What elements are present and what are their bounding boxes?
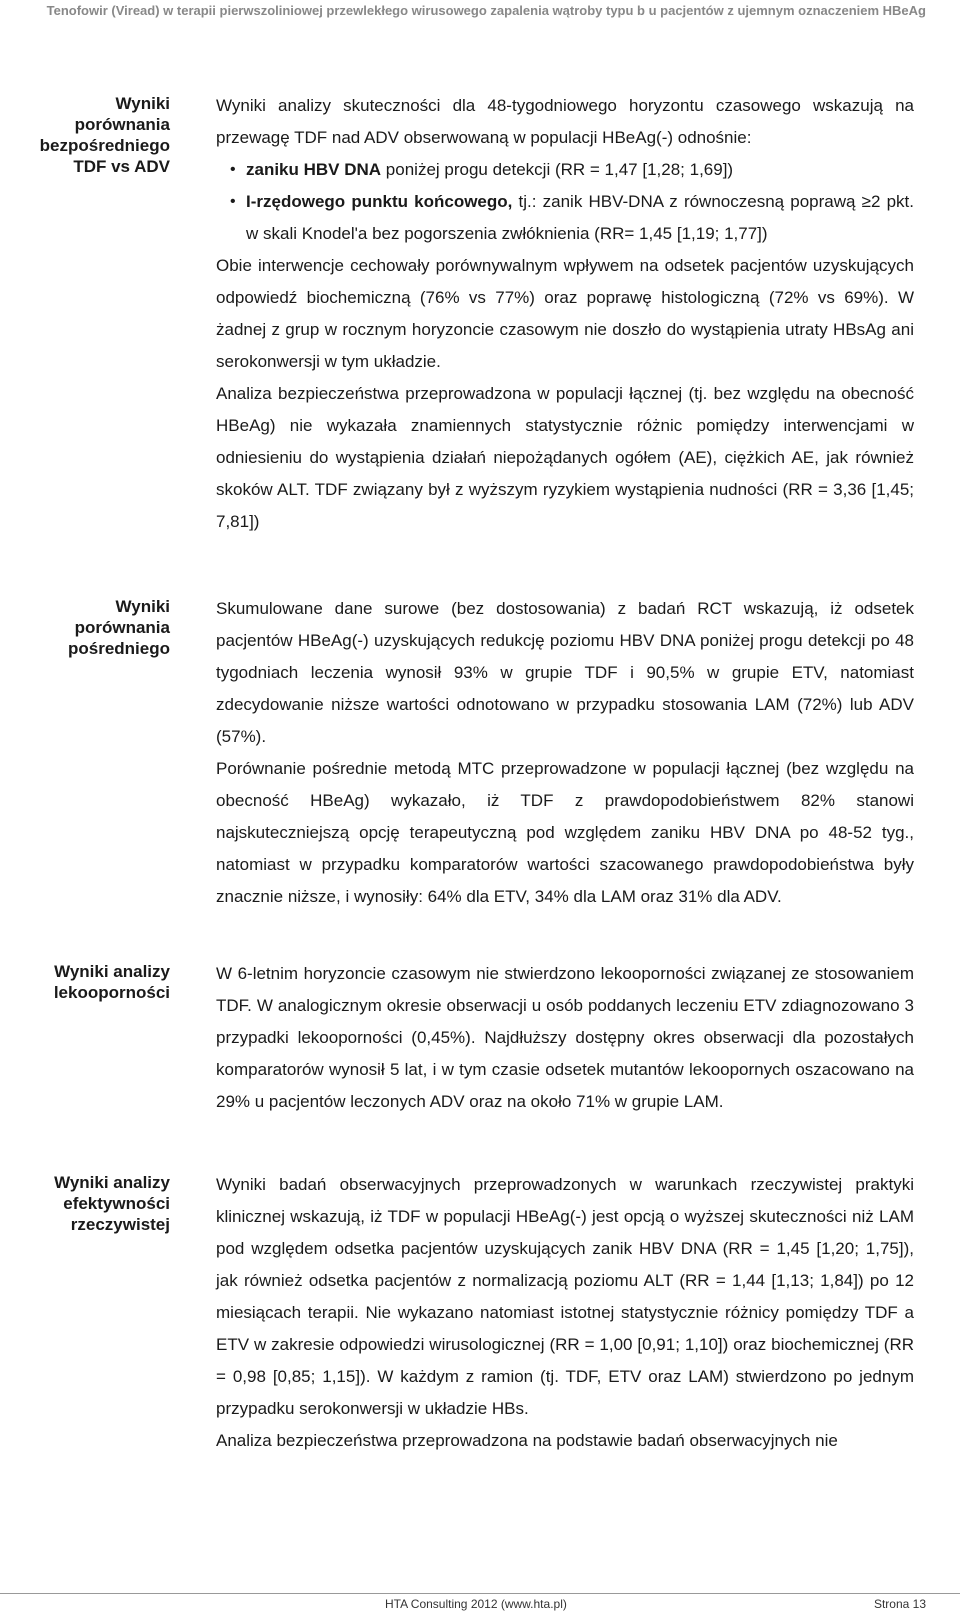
footer-company: HTA Consulting 2012 (www.hta.pl)	[385, 1597, 567, 1611]
running-header: Tenofowir (Viread) w terapii pierwszoliniowej przewlekłego wirusowego zapalenia wątroby typu b u pacjentów z ujemnym oznaczeniem HBeAg	[46, 3, 926, 18]
paragraph: Skumulowane dane surowe (bez dostosowania) z badań RCT wskazują, iż odsetek pacjentów HBeAg(-) uzyskujących redukcję poziomu HBV DNA poniżej progu detekcji po 48 tygodniach leczenia wynosił 93% w grupie TDF i 90,5% w grupie ETV, natomiast zdecydowanie niższe wartości odnotowano w przypadku stosowania LAM (72%) lub ADV (57%).	[216, 599, 914, 746]
paragraph: Wyniki badań obserwacyjnych przeprowadzonych w warunkach rzeczywistej praktyki klinicznej wskazują, iż TDF w populacji HBeAg(-) jest opcją o wyższej skuteczności niż LAM pod względem odsetka pacjentów uzyskujących zanik HBV DNA (RR = 1,45 [1,20; 1,75]), jak również odsetka pacjentów z normalizacją poziomu ALT (RR = 1,44 [1,13; 1,84]) po 12 miesiącach terapii. Nie wykazano natomiast istotnej statystycznie różnicy pomiędzy TDF a ETV w zakresie odpowiedzi wirusologicznej (RR = 1,00 [0,91; 1,10]) oraz biochemicznej (RR = 0,98 [0,85; 1,15]). W każdym z ramion (tj. TDF, ETV oraz LAM) stwierdzono po jednym przypadku serokonwersji w układzie HBs.	[216, 1175, 914, 1418]
bullet-text: tj.: zanik HBV-DNA z równoczesną poprawą ≥2 pkt. w skali Knodel'a bez pogorszenia zwłóknienia (RR= 1,45 [1,19; 1,77])	[246, 192, 914, 243]
bullet-list	[216, 154, 914, 250]
paragraph-intro: Wyniki analizy skuteczności dla 48-tygodniowego horyzontu czasowego wskazują na przewagę TDF nad ADV obserwowaną w populacji HBeAg(-) odnośnie:	[216, 96, 914, 147]
bullet-item	[216, 186, 914, 250]
side-label-line: Wyniki analizy	[54, 962, 170, 981]
side-label-line: Wyniki analizy	[54, 1173, 170, 1192]
side-label-line: porównania	[74, 618, 170, 637]
footer-divider	[0, 1593, 960, 1594]
side-label-line: lekooporności	[53, 983, 170, 1002]
side-label-indirect	[14, 596, 170, 659]
section-body	[216, 90, 914, 538]
side-label-line: Wyniki	[115, 597, 170, 616]
paragraph: Obie interwencje cechowały porównywalnym wpływem na odsetek pacjentów uzyskujących odpowiedź biochemiczną (76% vs 77%) oraz poprawę histologiczną (72% vs 69%). W żadnej z grup w rocznym horyzoncie czasowym nie doszło do wystąpienia utraty HBsAg ani serokonwersji w tym układzie.	[216, 256, 914, 371]
bullet-bold-text: zaniku HBV DNA	[246, 160, 382, 179]
side-label-line: pośredniego	[67, 639, 170, 658]
side-label-line: efektywności	[63, 1194, 170, 1213]
side-label-resistance	[14, 961, 170, 1003]
bullet-text: poniżej progu detekcji (RR = 1,47 [1,28; 1,69])	[381, 160, 734, 179]
paragraph: W 6-letnim horyzoncie czasowym nie stwierdzono lekooporności związanej ze stosowaniem TDF. W analogicznym okresie obserwacji u osób poddanych leczeniu ETV zdiagnozowano 3 przypadki lekooporności (0,45%). Najdłuższy dostępny okres obserwacji dla pozostałych komparatorów wynosił 5 lat, i w tym czasie odsetek mutantów lekoopornych oszacowano na 29% u pacjentów leczonych ADV oraz na około 71% w grupie LAM.	[216, 964, 914, 1111]
bullet-bold-text: I-rzędowego punktu końcowego,	[246, 192, 513, 211]
footer-page-number: Strona 13	[873, 1597, 926, 1611]
side-label-line: porównania	[74, 115, 170, 134]
side-label-line: rzeczywistej	[70, 1215, 170, 1234]
section-body	[216, 958, 914, 1118]
side-label-line: TDF vs ADV	[73, 157, 170, 176]
paragraph: Analiza bezpieczeństwa przeprowadzona w populacji łącznej (tj. bez względu na obecność HBeAg) nie wykazała znamiennych statystycznie różnic pomiędzy interwencjami w odniesieniu do wystąpienia działań niepożądanych ogółem (AE), ciężkich AE, jak również skoków ALT. TDF związany był z wyższym ryzykiem wystąpienia nudności (RR = 3,36 [1,45; 7,81])	[216, 384, 914, 531]
side-label-effectiveness	[14, 1172, 170, 1235]
section-body	[216, 1169, 914, 1457]
side-label-line: Wyniki	[115, 94, 170, 113]
bullet-icon: •	[230, 193, 236, 210]
paragraph: Analiza bezpieczeństwa przeprowadzona na podstawie badań obserwacyjnych nie	[216, 1431, 838, 1450]
side-label-line: bezpośredniego	[39, 136, 170, 155]
paragraph: Porównanie pośrednie metodą MTC przeprowadzone w populacji łącznej (bez względu na obecność HBeAg) wykazało, iż TDF z prawdopodobieństwem 82% stanowi najskuteczniejszą opcję terapeutyczną pod względem zaniku HBV DNA po 48-52 tyg., natomiast w przypadku komparatorów wartości szacowanego prawdopodobieństwa były znacznie niższe, i wynosiły: 64% dla ETV, 34% dla LAM oraz 31% dla ADV.	[216, 759, 914, 906]
section-body	[216, 593, 914, 913]
bullet-item	[216, 154, 914, 186]
bullet-icon: •	[230, 161, 236, 178]
side-label-direct	[14, 93, 170, 177]
